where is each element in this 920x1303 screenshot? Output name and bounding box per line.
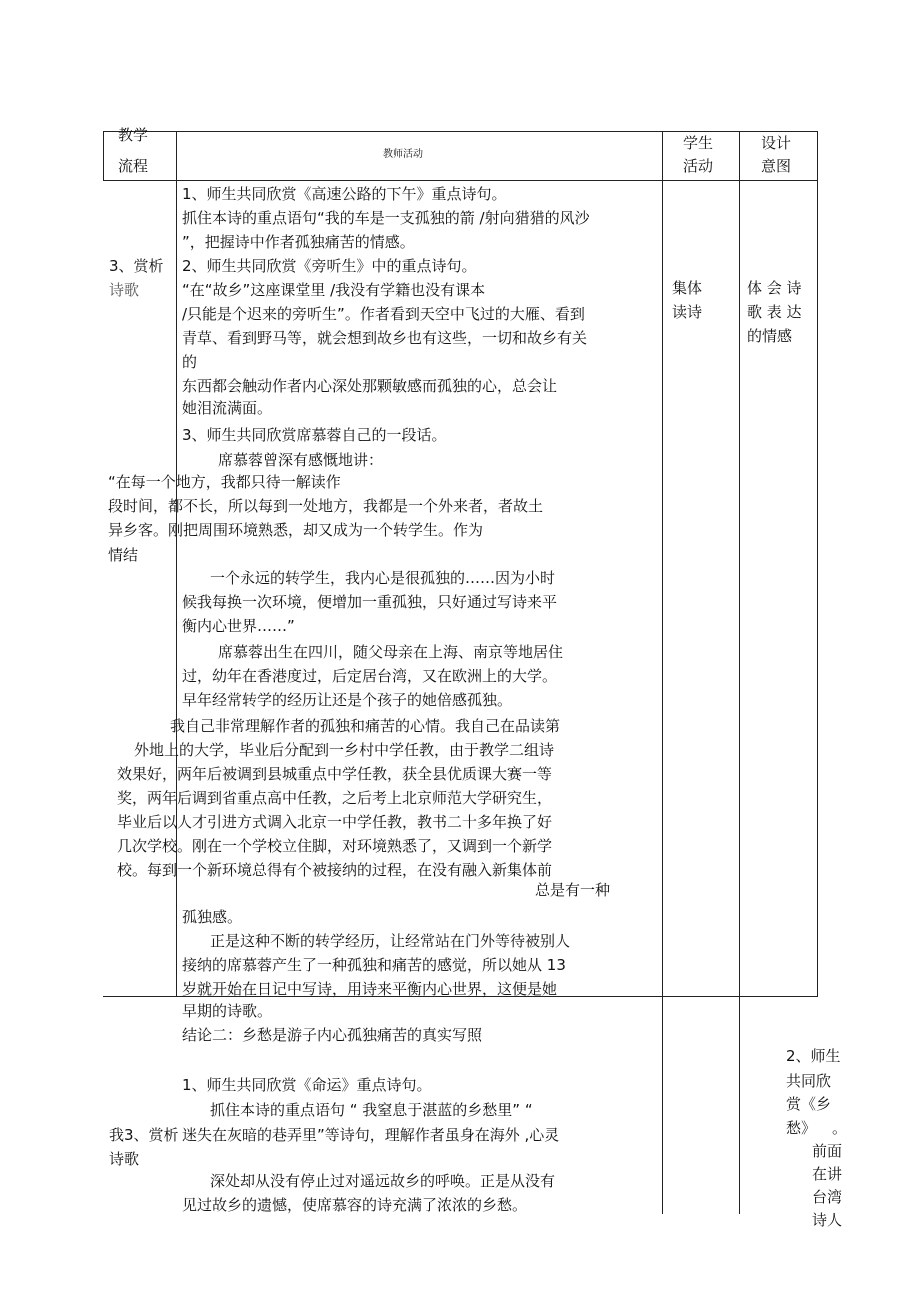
reflection-line: 校。每到一个新环境总得有个被接纳的过程，在没有融入新集体前 [117, 861, 553, 879]
header-student-2: 活动 [683, 157, 714, 175]
teacher-line: ”，把握诗中作者孤独痛苦的情感。 [182, 233, 415, 251]
row1-flow-1: 3、赏析 [109, 257, 164, 275]
col2-divider [662, 131, 663, 996]
side-line: 2、师生 [786, 1047, 841, 1065]
teacher-line: 结论二：乡愁是游子内心孤独痛苦的真实写照 [182, 1026, 483, 1044]
quote-line: 候我每换一次环境，便增加一重孤独，只好通过写诗来平 [182, 593, 558, 611]
bio-line: 早年经常转学的经历让还是个孩子的她倍感孤独。 [182, 691, 513, 709]
side-line: 前面 [812, 1142, 843, 1160]
side-line: 赏《乡 [786, 1095, 832, 1113]
overflow-line: 情结 [108, 546, 139, 564]
side-line: 。 [832, 1119, 848, 1137]
side-line: 愁》 [786, 1119, 817, 1137]
overflow-line: 段时间，都不长，所以每到一处地方，我都是一个外来者，者故土 [108, 497, 544, 515]
teacher-line: 早期的诗歌。 [182, 1002, 273, 1020]
left-border [103, 131, 104, 180]
side-line: 共同欣 [786, 1072, 832, 1090]
col3-divider [739, 131, 740, 996]
conclusion-line: 正是这种不断的转学经历，让经常站在门外等待被别人 [210, 932, 571, 950]
teacher-line: 东西都会触动作者内心深处那颗敏感而孤独的心，总会让 [182, 377, 558, 395]
reflection-line: 孤独感。 [182, 908, 243, 926]
teacher-line: 抓住本诗的重点语句 “ 我窒息于湛蓝的乡愁里” “ [210, 1101, 533, 1119]
teacher-line: /只能是个迟来的旁听生”。作者看到天空中飞过的大雁、看到 [182, 305, 585, 323]
header-flow-2: 流程 [118, 157, 149, 175]
row1-intent-2: 歌 表 达 [747, 303, 802, 321]
row2-flow-1: 我3、赏析 [109, 1126, 179, 1144]
teacher-line: 深处却从没有停止过对遥远故乡的呼唤。正是从没有 [210, 1172, 556, 1190]
header-bottom-border [103, 180, 818, 181]
teacher-line: 见过故乡的遗憾，使席慕容的诗充满了浓浓的乡愁。 [182, 1196, 528, 1214]
row2-col2-divider [662, 996, 663, 1214]
bio-line: 席慕蓉出生在四川，随父母亲在上海、南京等地居住 [218, 643, 564, 661]
teacher-line: 席慕蓉曾深有感慨地讲： [218, 451, 384, 469]
quote-line: 衡内心世界……” [182, 617, 295, 635]
right-border [817, 131, 818, 996]
reflection-line: 我自己非常理解作者的孤独和痛苦的心情。我自己在品读第 [170, 717, 561, 735]
teacher-line: 的 [182, 353, 198, 371]
teacher-line: 2、师生共同欣赏《旁听生》中的重点诗句。 [182, 257, 477, 275]
teacher-line: 青草、看到野马等，就会想到故乡也有这些，一切和故乡有关 [182, 329, 588, 347]
teacher-line: 3、师生共同欣赏席慕蓉自己的一段话。 [182, 426, 447, 444]
header-student-1: 学生 [683, 134, 714, 152]
reflection-line: 几次学校。刚在一个学校立住脚，对环境熟悉了，又调到一个新学 [117, 837, 553, 855]
row1-student-2: 读诗 [672, 303, 703, 321]
header-teacher: 教师活动 [383, 149, 423, 160]
row2-flow-2: 诗歌 [109, 1150, 140, 1168]
side-line: 台湾 [812, 1188, 843, 1206]
bio-line: 过，幼年在香港度过，后定居台湾，又在欧洲上的大学。 [182, 667, 558, 685]
row2-col3-divider [739, 996, 740, 1214]
reflection-line: 效果好，两年后被调到县城重点中学任教，获全县优质课大赛一等 [117, 765, 553, 783]
quote-line: 一个永远的转学生，我内心是很孤独的……因为小时 [210, 569, 556, 587]
side-line: 在讲 [812, 1165, 843, 1183]
side-line: 诗人 [812, 1211, 843, 1229]
teacher-line: “在“故乡”这座课堂里 /我没有学籍也没有课本 [182, 281, 486, 299]
teacher-line: 抓住本诗的重点语句“我的车是一支孤独的箭 /射向猎猎的风沙 [182, 209, 590, 227]
conclusion-line: 岁就开始在日记中写诗，用诗来平衡内心世界，这便是她 [182, 980, 558, 998]
reflection-line: 总是有一种 [535, 881, 611, 899]
row1-intent-1: 体 会 诗 [747, 279, 802, 297]
teacher-line: 她泪流满面。 [182, 399, 273, 417]
header-intent-1: 设计 [761, 134, 792, 152]
reflection-line: 毕业后以人才引进方式调入北京一中学任教，教书二十多年换了好 [117, 813, 553, 831]
teacher-line: 1、师生共同欣赏《高速公路的下午》重点诗句。 [182, 185, 507, 203]
overflow-line: 异乡客。刚把周围环境熟悉，却又成为一个转学生。作为 [108, 521, 484, 539]
teacher-line: 1、师生共同欣赏《命运》重点诗句。 [182, 1076, 432, 1094]
table-top-border [103, 131, 818, 132]
reflection-line: 外地上的大学，毕业后分配到一乡村中学任教，由于教学二组诗 [134, 741, 555, 759]
teacher-line: 迷失在灰暗的巷弄里”等诗句，理解作者虽身在海外 ,心灵 [182, 1126, 560, 1144]
row1-student-1: 集体 [672, 279, 703, 297]
row1-flow-2: 诗歌 [109, 281, 140, 299]
conclusion-line: 接纳的席慕蓉产生了一种孤独和痛苦的感觉，所以她从 13 [182, 956, 566, 974]
header-flow-1: 教学 [118, 126, 149, 144]
overflow-line: “在每一个地方，我都只待一解读作 [108, 473, 341, 491]
row1-intent-3: 的情感 [747, 327, 793, 345]
header-intent-2: 意图 [761, 157, 792, 175]
reflection-line: 奖，两年后调到省重点高中任教，之后考上北京师范大学研究生， [117, 789, 553, 807]
